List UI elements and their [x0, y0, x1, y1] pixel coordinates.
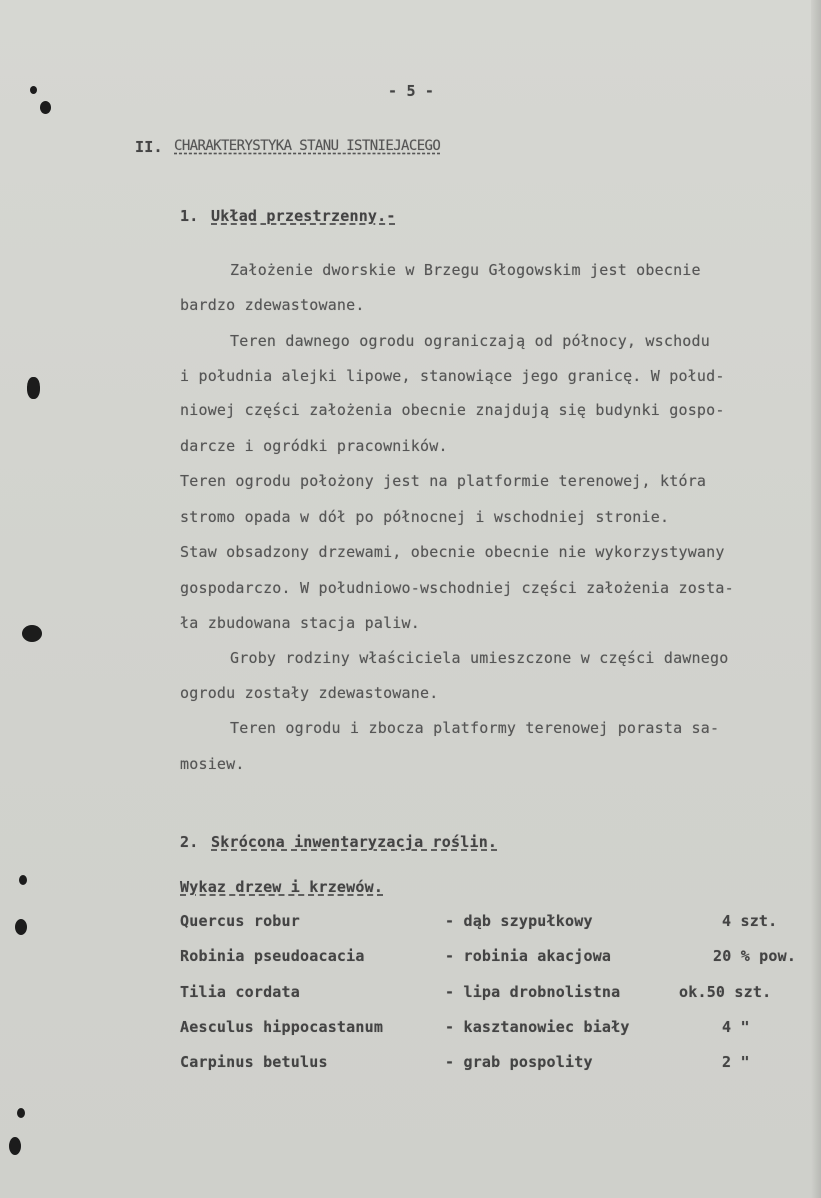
body-line: bardzo zdewastowane. [180, 296, 365, 314]
body-line: Groby rodziny właściciela umieszczone w części dawnego [230, 649, 729, 667]
body-line: Staw obsadzony drzewami, obecnie obecnie nie wykorzystywany [180, 543, 725, 561]
subsection-number: 1. [180, 207, 199, 225]
plant-polish: - lipa drobnolistna [445, 983, 621, 1001]
body-line: gospodarczo. W południowo-wschodniej części założenia zosta- [180, 579, 734, 597]
paper-edge [811, 0, 821, 1198]
punch-hole [15, 919, 27, 935]
plant-latin: Tilia cordata [180, 983, 300, 1001]
plant-qty: 4 " [722, 1018, 750, 1036]
punch-hole [30, 86, 37, 94]
plant-polish: - grab pospolity [445, 1053, 593, 1071]
plant-qty: 2 " [722, 1053, 750, 1071]
plant-qty: 4 szt. [722, 912, 778, 930]
plant-latin: Aesculus hippocastanum [180, 1018, 384, 1036]
plant-qty: 20 % pow. [713, 947, 797, 965]
plant-latin: Robinia pseudoacacia [180, 947, 365, 965]
section-title: CHARAKTERYSTYKA STANU ISTNIEJACEGO [174, 138, 441, 154]
subsection-title: Układ przestrzenny.- [211, 207, 396, 225]
body-line: Teren ogrodu położony jest na platformie terenowej, która [180, 472, 707, 490]
body-line: Założenie dworskie w Brzegu Głogowskim jest obecnie [230, 261, 701, 279]
plant-latin: Quercus robur [180, 912, 300, 930]
page-number: - 5 - [388, 82, 435, 100]
body-line: i południa alejki lipowe, stanowiące jego granicę. W połud- [180, 367, 725, 385]
subsection-title: Skrócona inwentaryzacja roślin. [211, 833, 498, 851]
body-line: ła zbudowana stacja paliw. [180, 614, 420, 632]
body-line: mosiew. [180, 755, 245, 773]
punch-hole [19, 875, 27, 885]
body-line: stromo opada w dół po północnej i wschodniej stronie. [180, 508, 670, 526]
body-line: Teren dawnego ogrodu ograniczają od północy, wschodu [230, 332, 710, 350]
section-number: II. [135, 138, 163, 156]
list-title: Wykaz drzew i krzewów. [180, 878, 384, 896]
plant-qty: ok.50 szt. [679, 983, 772, 1001]
body-line: Teren ogrodu i zbocza platformy terenowej porasta sa- [230, 719, 720, 737]
plant-latin: Carpinus betulus [180, 1053, 328, 1071]
punch-hole [22, 625, 42, 642]
body-line: ogrodu zostały zdewastowane. [180, 684, 439, 702]
punch-hole [40, 101, 51, 114]
body-line: darcze i ogródki pracowników. [180, 437, 448, 455]
plant-polish: - robinia akacjowa [445, 947, 612, 965]
subsection-number: 2. [180, 833, 199, 851]
punch-hole [9, 1137, 21, 1155]
body-line: niowej części założenia obecnie znajdują się budynki gospo- [180, 401, 725, 419]
punch-hole [27, 377, 40, 399]
punch-hole [17, 1108, 25, 1118]
plant-polish: - dąb szypułkowy [445, 912, 593, 930]
plant-polish: - kasztanowiec biały [445, 1018, 630, 1036]
